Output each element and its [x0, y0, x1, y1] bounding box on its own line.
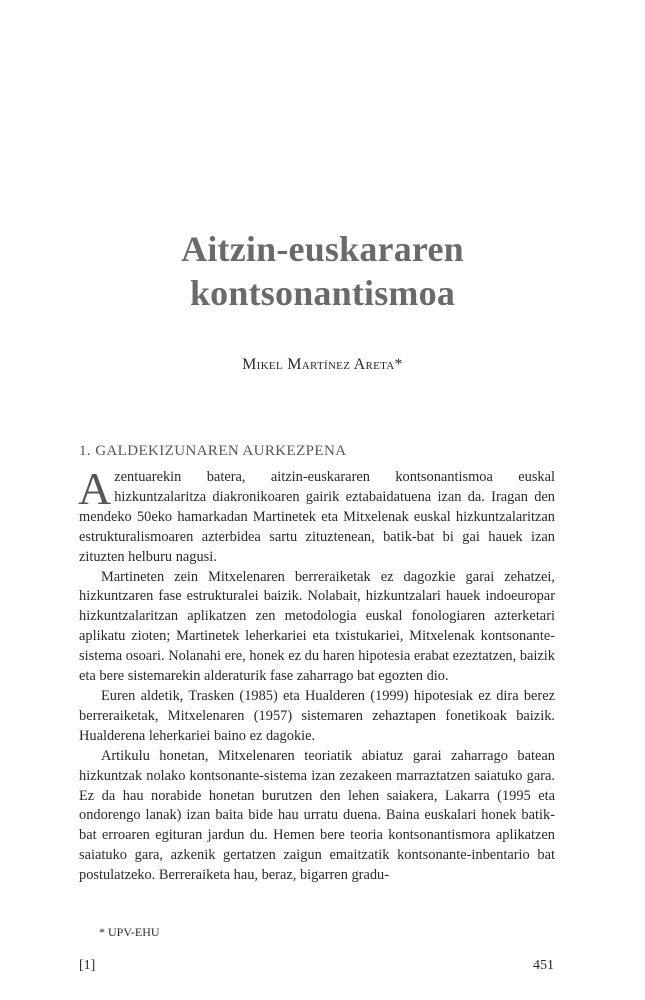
footnote: * UPV-EHU: [99, 925, 160, 939]
page-bracket-number: [1]: [79, 958, 96, 973]
article-title: [0, 227, 645, 315]
paragraph-1-text: zentuarekin batera, aitzin-euskararen kontsonantismoa euskal hizkuntzalaritza diakronikoaren gairik eztabaidatuena izan da. Iragan den mendeko 50eko hamarkadan Martinetek eta Mitxelenak euskal hizkuntzalaritzan estrukturalismoaren azterbidea sartu zituztenean, batik-bat bi gai hauek izan zituzten helburu nagusi.: [79, 469, 555, 565]
title-line-2: kontsonantismoa: [189, 273, 456, 313]
section-heading: 1. GALDEKIZUNAREN AURKEZPENA: [79, 443, 347, 459]
paragraph-4: Artikulu honetan, Mitxelenaren teoriatik abiatuz garai zaharrago batean hizkuntzak nolako kontsonante-sistema izan zezakeen marraztatzen saiatuko gara. Ez da hau norabide honetan burutzen den lehen saiakera, Lakarra (1995 eta ondorengo lanak) izan baita bide hau urratu duena. Baina euskalari honek batik-bat erroaren egituran jardun du. Hemen bere teoria kontsonantismora aplikatzen saiatuko gara, azkenik gertatzen zaigun emaitzatik kontsonante-inbentario bat postulatzeko. Berreraiketa hau, beraz, bigarren gradu-: [79, 747, 555, 884]
author-name: Mikel Martínez Areta*: [242, 356, 403, 373]
body-text: [78, 463, 555, 886]
page-number: 451: [533, 958, 554, 973]
drop-cap: A: [78, 463, 112, 514]
paragraph-1: [78, 463, 555, 568]
paragraph-2: Martineten zein Mitxelenaren berreraiketak ez dagozkie garai zehatzei, hizkuntzaren fase estrukturalei baizik. Nolabait, hizkuntzalari hauek indoeuropar hizkuntzalaritzan aplikatzen zen metodologia euskal fonologiaren azterketari aplikatu zioten; Martinetek leherkariei eta txistukariei, Mitxelenak kontsonante-sistema osoari. Nolanahi ere, honek ez du haren hipotesia erabat ezeztatzen, baizik eta bere sistemarekin alderaturik fase zaharrago bat egozten dio.: [79, 568, 555, 685]
paragraph-3: Euren aldetik, Trasken (1985) eta Hualderen (1999) hipotesiak ez dira berez berreraiketak, Mitxelenaren (1957) sistemaren zehaztapen fonetikoak baizik. Hualderena leherkariei baino ez dagokie.: [79, 687, 555, 744]
title-line-1: Aitzin-euskararen: [181, 229, 464, 269]
